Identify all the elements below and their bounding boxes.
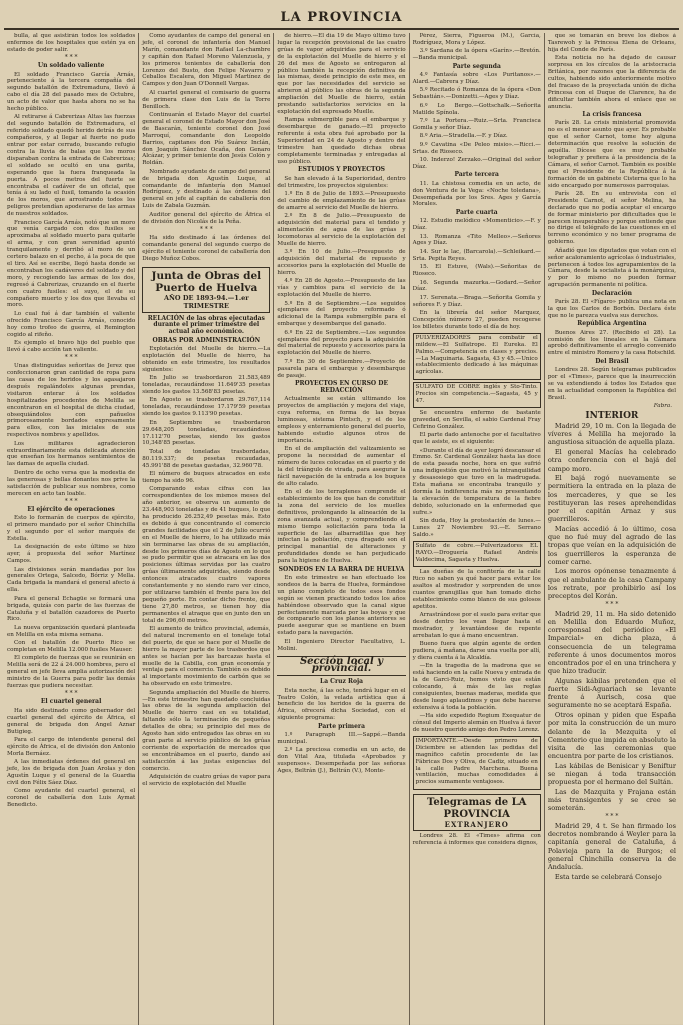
article-paragraph: Es ejemplo el bravo hijo del pueblo que llevó á cabo acción tan valiente. [7, 339, 136, 353]
article-paragraph: 7.º La Portera.—Ruiz.—Srta. Francisca Gomila y señor Díaz. [412, 117, 541, 131]
column-4 [410, 33, 545, 1025]
article-paragraph: París 28. El «Fígaro» publica una nota en la que los Carlos de Borbón. Declara éste que no le parezca vuelva sus derechos. [547, 299, 677, 319]
advertisement-box [413, 333, 541, 380]
article-paragraph: En Septiembre se trasbordaron 29.648,205 toneladas, recaudándose 17.112'70 pesetas, siendo los gastos 10,348'85 pesetas. [142, 419, 271, 447]
article-paragraph: Esta noticia no ha dejado de causar sorpresa en los círculos de la aristocracia Británica, por razones que la diferencia de cultos, habiendo sido anteriormente motivo del fracaso de la proyectada unión de dicha Princesa con el Duque de Clarence, ha de dificultar también ahora el enlace que se anuncia. [547, 55, 677, 110]
telegram-paragraph: Las de Mazquita y Frajana están más transigentes y se cree se someterán. [547, 787, 677, 813]
article-paragraph: En Julio se trasbordaron 21.583,489 toneladas, recaudándose 11.649'35 pesetas siendo los gastos 13.568'83 pesetas. [142, 375, 271, 396]
advertisement-box [413, 736, 541, 790]
article-paragraph: En Agosto se trasbordaron 29.767,114 toneladas, recaudándose 17.179'59 pesetas siendo los gastos 9.113'90 pesetas. [142, 397, 271, 418]
article-paragraph: Auditor general del ejército de África el de división don Nicolás de la Peña. [142, 211, 271, 225]
article-paragraph: París 28. En su entrevista con el Presidente Carnot, el señor Melina, ha declarado que no podía aceptar el encargo de formar ministerio por dificultades que le parecen insuperables y porque entiende que no dirige el telégrafo de las cuestiones en el terreno económico y no tener programa de gobierno. [547, 190, 677, 246]
article-paragraph: Como ayudantes de campo del general en jefe, el coronel de infantería don Manuel Marín, comandante don Rafael La-chambre y capitán don Rafael Moreno Valenzuela, y los primeros tenientes de caballería don Lorenzo del Busto, don Felipe Navarro y Ceballos Escalera, don Miguel Martínez de Campos y don Juan O'Donnell Vargas. [142, 33, 271, 88]
article-paragraph: 3.º Sardana de la ópera «Garín».—Bretón.—Banda municipal. [412, 48, 541, 62]
telegram-paragraph: El general Macías ha celebrado otra conferencia con el bajá del campo moro. [547, 448, 677, 473]
advertisement-box [413, 382, 541, 408]
section-heading: OBRAS POR ADMINISTRACIÓN [152, 336, 261, 344]
article-paragraph: Francisco García Arnás, notó que un moro que venía cargado con dos fusiles se aproximaba al soldado muerto para quitarle el arma, y con gran serenidad apuntó tranquilamente y derribó al moro de un certero balazo en el pecho, á la poca de que el tiro. Así se escribe, llegó hasta donde se encontraban los cadáveres del soldado y del moro, y recogiendo las armas de los dos, regresó á Cabrerizas, cruzando en el fuerte con cuatro fusiles: el suyo, el de su compañero muerto y los dos que llevaba el moro. [7, 219, 136, 309]
article-paragraph: Sin duda, Hoy la protestación de lunes.—Lunes 27 Noviembre 93.—E. Serrano Saldo.» [412, 518, 541, 538]
telegramas-banner [413, 794, 541, 831]
section-separator: * * * [64, 497, 78, 505]
advertisement-text: SULFATO DE COBRE inglés y Sto-Tinto. Precios sin competencia.—Sagasta, 45 y 47. [415, 383, 538, 404]
article-paragraph: «Durante el día de ayer logró descansar el Emmo. Sr. Cardenal González hasta las doce de esta pasada noche, hora en que sufrió una indigestión que motivó la intranquilidad y desasosiego que tuvo en la madrugada. Esta mañana se encontraba tranquilo y dormía la indiferencia más no presentando la elevación de temperatura de la fiebre debido, solucionado en la enfermedad que sufre.» [412, 447, 541, 516]
section-heading: El cuartel general [40, 698, 102, 706]
article-paragraph: Unas distinguidas señoritas de Jerez que confeccionaron gran cantidad de ropa para las casas de los heridos y los agasajaron después regalándoles algunas prendas, visitaron enterar á los soldados hospitalizados procedentes de Melilla se encontraron en el hospital de dicha ciudad, obsequiándolos con pañuelos primorosamente bordados expresamente para ellos, con las iniciales de sus respectivos nombres y apellidos. [7, 363, 136, 439]
article-paragraph: Se encuentra enfermo de bastante gravedad, en Sevilla, el sabio Cardenal Fray Cefirino González. [412, 410, 541, 430]
article-paragraph: Rampa submergible para el embarque y desembarque de ganado.—El proyecto referente á esta obra fué aprobado por la Superioridad en 24 de Agosto y dentro del trimestre han quedado dichas obras completamente terminadas y entregadas al uso público. [277, 117, 406, 165]
masthead [4, 4, 679, 30]
article-paragraph: Comparando estas cifras con las correspondientes de los mismos meses del año anterior, se observa un aumento de 23.448,903 toneladas y de 41 buques, lo que ha producido 26.252,49 pesetas más. Esto es debido á que concentrando el comercio grandes facilidades que el 2 de Julio ocurrió en el Muelle de hierro, lo ha utilizado más sin terminarse las obras de su ampliación, desde los primeros días de Agosto en lo que se pudo permitir que se atracara en las dos posiciones últimas servidas por las cuatro grúas últimamente adquiridas, siendo desde entonces atracados cuatro vapores constantemente y no siendo raro ver cinco, por utilizarse también el frente para los del pequeño porte. En contar dicho frente, que tiene 27,80 metros, se tienen hoy día permanentes el atraque que en junto den un total de 296,60 metros. [142, 486, 271, 624]
article-paragraph: 5.º En 8 de Septiembre.—Los seguidos ejemplares del proyecto reformado ó adicional de la Rampa submergible para el embarque y desembarque del ganado. [277, 300, 406, 328]
section-heading: PROYECTOS EN CURSO DE REDACCIÓN [294, 380, 389, 394]
telegram-paragraph: Las kábilas de Benisicar y Beniftur se niegan á toda transacción propuesta por el hermano del Sultán. [547, 761, 677, 787]
article-paragraph: Dentro de ocho versa que la modestia de las generosas y bellas donantes nos prive la satisfacción de publicar sus nombres, como merecen en acto tan loable. [7, 469, 136, 497]
telegram-paragraph: Macías accedió á lo último, cosa que no fué muy del agrado de las tropas que veían en la adquisición de los guerrilleros la esperanza de comer carne. [547, 524, 677, 566]
article-paragraph: 5.º Recitado ó Romanza de la ópera «Don Sebastián».—Donizetti.—Ages y Díaz. [412, 87, 541, 101]
article-paragraph: —En la tragedia de la madrona que se está haciendo en la calle Nueva y entrada de la de Garci-Ruiz, hemos visto que están colocando, á más de las reglas consiguientes, buenas maderas, medida que desde luego aplaudimos y que debe hacerse extensiva á toda la población. [412, 663, 541, 711]
article-paragraph: Esta noche, á las ocho, tendrá lugar en el Teatro Colón, la velada artística que á beneficio de los heridos de la guerra de África, ofrecerá dicha Sociedad, con el siguiente programa: [277, 687, 406, 722]
section-heading: La Cruz Roja [319, 678, 364, 686]
article-paragraph: Londres 28. El «Times» afirma con referencia á informes que considera dignos, [412, 832, 541, 846]
telegram-paragraph: Madrid 29, 4 t. Se han firmado los decretos nombrando á Weyler para la capitanía general de Cataluña, á Polavieja para la de Burgos; el general Chinchilla conserva la de Andalucía. [547, 821, 677, 871]
article-paragraph: Bueno fuera que algún agente de orden pudiera, á mañana, darse una vuelta por allí, y diera cuenta á la Alcaldía. [412, 641, 541, 661]
article-paragraph: Buenos Aires 27. (Recibido el 28). La comisión de los lineales en la Cámara aprobó definitivamente el arreglo convenido entre el ministro Romero y la casa Rotschild. [547, 329, 677, 357]
article-paragraph: En el de ampliación del valizamiento se propone la necesidad de aumentar el número de luces colocadas en el puerto y de la del tríángulo de virada, para asegurar la fácil navegación de la entrada a los buques de alto calado. [277, 446, 406, 487]
article-paragraph: 4.º Fantasía sobre «Los Puritanos».—Alard.—Cabrera y Díaz. [412, 72, 541, 85]
section-separator: * * * [605, 813, 619, 821]
telegram-paragraph: Los moros opónense tenazmente á que el ambulante de la casa Campany los retrate, por prohibirlo así los preceptos del Korán. [547, 567, 677, 601]
article-paragraph: 9.º Cavatina «De Peleo misio».—Ricci.—Srtas. de Rioseco. [412, 141, 541, 155]
telegramas-subtitle: EXTRANJERO [444, 819, 509, 829]
article-paragraph: El Ingeniero Director Facultativo, L. Molini. [277, 638, 406, 652]
advertisement-text: IMPORTANTE.—Desde primero de Diciembre se atienden las pedidas del magnífico cafetín procedente de las Fábricas Dos y Oliva, de Cadiz, situado en la calle Padre Marchena. Buena ventilación, muchas comodidades á precios sumamente ventajosos. [415, 737, 538, 786]
article-paragraph: 17. Serenata.—Braga.—Señorita Gomila y señores F. y Díaz. [412, 294, 541, 308]
article-paragraph: El soldado Francisco García Arnás, perteneciente á la tercera compañía del segundo batallón de Extremadura, llevó á cabo el día 28 del pasado mes de Octubre, un acto de valor que hasta ahora no se ha hecho público. [7, 71, 136, 113]
section-separator: * * * [64, 354, 78, 362]
article-paragraph: Esto lo formarán de cuerpos de ejército, el primero mandado por el señor Chinchilla y el segundo por el señor marqués de Estella. [7, 515, 136, 542]
article-paragraph: Los militares agradecieron extraordinariamente esta delicada atención que enseñan los hermanos sentimientos de las damas de aquella ciudad. [7, 440, 136, 468]
article-paragraph: 1.º En 8 de Julio de 1893.—Presupuesto del cambio de emplazamiento de las grúas de amarre al servicio del Muelle de hierro. [277, 190, 406, 211]
column-5 [545, 33, 679, 1025]
seccion-local-banner: Sección local y provincial. [277, 656, 405, 676]
article-paragraph: Con el batallón de Puerto Rico se completan en Melilla 12.000 fusiles Mauser. [7, 640, 136, 654]
article-paragraph: 16. Segunda mazurka.—Godard.—Señor Díaz. [412, 279, 541, 293]
article-paragraph: La nueva organización quedará planteada en Melilla en esta misma semana. [7, 624, 136, 638]
article-paragraph: Pérez, Sierra, Figueroa (M.), García, Rodríguez, Mora y López. [412, 33, 541, 46]
article-paragraph: Segunda ampliación del Muelle de hierro.—En este trimestre han quedado concluidas las obras de la segunda ampliación del Muelle de hierro casi en su totalidad, faltando sólo la terminación de pequeños detalles de obra; su principio del mes de Agosto han sido entregados las obras en su gran parte al servicio público de los grúas corriente de exportación de mercados que se encontrábamos en el puerto, dando así satisfacción á las justas exigencias del comercio. [142, 689, 271, 772]
article-paragraph: Para el cargo de intendente general del ejército de África, el de división don Antonio Morla Bernáez. [7, 736, 136, 757]
article-paragraph: 2.º La preciosa comedia en un acto, de don Vital Aza, titulada «Aprobados y suspensos». Desempeñada por las señoras Ages, Beltrán (J.), Beltrán (V.), Monte- [277, 747, 406, 775]
article-paragraph: 12. Estudio melódico «Momenticio».—F. y Díaz. [412, 218, 541, 232]
telegram-paragraph: Otros opinan y piden que España por mita la construcción de un muro delante de la Mezquita y el Cementerio que impida en absoluto la visita de las ceremonias que encuentra por parte de los cristianos. [547, 711, 677, 761]
telegram-paragraph: El bajá rogó nuevamente se permitiera la entrada en la plaza de los mercaderes, y que se les restituyeran las reses aprehendidas por el capitán Arnaz y sus guerrilleros. [547, 474, 677, 524]
junta-obras-banner [142, 267, 270, 313]
column-2 [139, 33, 274, 1025]
article-paragraph: de hierro.—El día 19 de Mayo último tuvo lugar la recepción provisional de las cuatro grúas de vapor adquiridas para el servicio de la explotación del Muelle de hierro y el 26 del mes de Agosto se entregaron al público también la recepción definitiva de las mismas, desde principio de este mes, en que por las necesidades del servicio se abrieron al público las obras de la segunda ampliación del Muelle de hierro, están prestando satisfactorios servicios en la explotación del expresado Muelle. [277, 33, 406, 115]
article-paragraph: Continuarán el Estado Mayor del cuartel general el coronel de Estado Mayor don José de Bascarán, teniente coronel don José Marroquí, comandante don Leopoldo Barrios, capitanes don Pío Suárez Inclán, don Joaquín Sánchez Ocaña, don Genaro Alcázar, y primer teniente don Jesús Colón y Roldán. [142, 111, 271, 167]
article-paragraph: La designación de este último se hizo ayer, á propuesta del señor Martínez Campos. [7, 544, 136, 565]
section-heading: El ejército de operaciones [27, 505, 115, 513]
article-paragraph: Nombrado ayudante de campo del general de brigada don Agustín Luque, al comandante de infantería don Manuel Rodríguez, y destinado á las órdenes del general en jefe al capitán de caballería don Luis de Zabala Guzmán. [142, 168, 271, 210]
column-1 [4, 33, 139, 1025]
advertisement-text: PULVERIZADORES para combatir el mildew.—El Sulfatrope. El Eureka. El Palmo.—Competencia en clases y precios.—La Maquinaria. Sagasta, 43 y 45.—Unico establecimiento dedicado á las máquinas agrícolas. [415, 334, 538, 376]
article-paragraph: El completo de fuerzas que se reunirán en Melilla será de 22 á 24.000 hombres, pero el general en jefe lleva amplia autorización del ministro de la Guerra para pedir las demás fuerzas que pudiera necesitar. [7, 655, 136, 690]
article-paragraph: En este trimestre se han efectuado los sondeos de la barra de Huelva, formándose un plano completo de todos esos fondos según se vienen practicando todos los años habiéndose observado que la canal sigue perfectamente marcada por las boyas y que de compararlo con los planos anteriores se puede asegurar que se mantiene en buen estado para la navegación. [277, 574, 406, 637]
section-heading: Parte segunda [452, 62, 501, 70]
article-paragraph: Se han elevado á la Superioridad, dentro del trimestre, los proyectos siguientes: [277, 175, 406, 189]
article-paragraph: En el de los terraplenes comprende el establecimiento de los que han de constituir la zona del servicio de los muelles definitivos, prolongando la alineación de la zona avanzada actual, y comprendiendo el mismo tiempo solicitación para toda la superficie de las albarradillas que hoy infectan la población, cuya dragado son el principal manantial de alteraciones y profundidades donde se han perjudicado para la higiene de Huelva. [277, 489, 406, 565]
section-heading: La crisis francesa [582, 110, 642, 118]
section-heading: Un soldado valiente [37, 62, 105, 70]
article-paragraph: Explotación del Muelle de hierro.—La explotación del Muelle de hierro, ha obtenido en este trimestre, los resultados siguientes: [142, 346, 271, 373]
article-paragraph: Las dueñas de la confitería de la calle Rico no saben ya qué hacer para evitar los asaltos al mostrador y sorprenden de unos cuantos granujillas que han tomado dicho establecimiento como blanco de sus golosos apetitos. [412, 569, 541, 610]
advertisement-text: Sulfato de cobre.—Pulverizadores EL RAYO.—Droguería Rafael Andrés Valdecima, Sagasta y Huelva. [415, 542, 538, 563]
telegram-paragraph: Algunas kábilas pretenden que el fuerte Sidi-Aguariach se levante frente á Aurisch, cosa que seguramente no se aceptará España. [547, 676, 677, 710]
article-paragraph: Como ayudante del cuartel general, el coronel de caballería don Luis Aymat Benedicto. [7, 788, 136, 809]
section-heading: RELACIÓN de las obras ejecutadas durante el primer trimestre del actual año económico. [147, 314, 265, 336]
article-paragraph: 6.º En 22 de Septiembre.—Los segundos ejemplares del proyecto para la adquisición del material de repuesto y accesorios para la explotación del Muelle de hierro. [277, 329, 406, 357]
article-paragraph: Total de toneladas trasbordadas, 80.119.337; de pesetas recaudadas, 45.991'88 de pesetas gastadas, 32.960'78. [142, 448, 271, 469]
telegram-paragraph: Madrid 29, 10 m. Con la llegada de víveres á Melilla ha mejorado la angustiosa situación de aquella plaza. [547, 422, 677, 447]
article-paragraph: Londres 28. Según telegramas publicados por el «Times», parece que la insurrección se va extendiendo á todos los Estados que en la actualidad componen la República del Brasil. [547, 367, 677, 401]
article-paragraph: 2.º En 8 de Julio.—Presupuesto de adquisición del material para el tendido y alimentación de agua de las grúas y locomotoras al servicio de la explotación del Muelle de hierro. [277, 213, 406, 247]
article-paragraph: que se tomarán en breve los diebos á Tasrewoh y la Princesa Elena de Orleans, hija del Conde de París. [547, 33, 677, 53]
telegramas-title: Telegramas de LA PROVINCIA [427, 796, 527, 820]
section-heading: Parte cuarta [455, 208, 498, 216]
columns [4, 33, 679, 1025]
article-paragraph: Al cuartel general el comisario de guerra de primera clase don Luis de la Torre Benilloch. [142, 89, 271, 110]
article-paragraph: A las inmediatas órdenes del general en jefe, los de brigada don Juan Arolas y don Agustín Luque y el general de la Guardia civil don Félix Sáez Díaz. [7, 759, 136, 786]
article-paragraph: 10. Inderzo! Zerzako.—Original del señor Díaz. [412, 157, 541, 170]
section-heading: Del Brasil [595, 357, 629, 365]
article-paragraph: 8.º Aria.—Stradella.—F. y Díaz. [419, 133, 508, 140]
article-paragraph: 1.º Paragraph III.—Sappé.—Banda municipal. [277, 732, 406, 745]
article-paragraph: bulla, al que asistirán todos los soldados enfermos de los hospitales que estén ya en estado de poder salir. [7, 33, 136, 53]
signature: Fabra. [653, 403, 673, 410]
article-paragraph: 15. El Estuve, (Wals).—Señoritas de Rioseco. [412, 264, 541, 278]
article-paragraph: Actualmente se están ultimando los proyectos de ampliación y mejora del viaje, cuya reforma, en forma de las boyas luminosas, sistema Pintsch, y el de los empleos y enterramiento general del puerto, habiendo estudio algunos otros de importancia. [277, 396, 406, 444]
article-paragraph: 6.º Lo Bergo.—Gottschalk.—Señorita Matilde Spínola. [412, 102, 541, 116]
article-paragraph: El parte dado antenoche por el facultativo que le asiste, es el siguiente: [412, 432, 541, 446]
banner-title: Junta de Obras del Puerto de Huelva [151, 269, 262, 294]
article-paragraph: 7.º En 30 de Septiembre.—Proyecto de pasarela para el embarque y desembarque de pasaje. [277, 358, 406, 379]
column-3 [274, 33, 409, 1025]
article-paragraph: Arrastrándose por el suelo para evitar que desde dentro los vean llegar hasta el mostrador, y levantándose de repente arrebatan lo que á mano encuentran. [412, 611, 541, 639]
article-paragraph: 14. Sur le lac, (Barcarola).—Schleikard.—Srta. Pepita Reyes. [412, 248, 541, 262]
article-paragraph: 4.º En 28 de Agosto.—Presupuesto de las vías y cambios para el servicio de la explotación del Muelle de hierro. [277, 278, 406, 299]
article-paragraph: Las divisiones serán mandadas por los generales Ortega, Salcedo, Bórriz y Mella. Cada brigada la mandará el general afecto á ella. [7, 566, 136, 594]
masthead-title: LA PROVINCIA [280, 10, 403, 25]
article-paragraph: Al retirarse á Cabrerizas Altas las fuerzas del segundo batallón de Extremadura, el referido soldado quedó herido detrás de sus compañeros, y al llegar al fuerte no pudo entrar por estar cerrado, buscando refugio contra la lluvia de balas que los moros disparaban contra la entrada de Cabrerizas; el soldado se ocultó en una garita, esperando que la fuera franqueada la puerta. A pocos metros del fuerte se encontraba el cadáver de un oficial, que tenía á su lado el fusil, tomando la ocasión de los moros, que arrostrando todos los peligros pretendían apoderarse de las armas de nuestros soldados. [7, 114, 136, 218]
telegram-paragraph: Esta tarde se celebrará Consejo [554, 872, 662, 881]
section-heading: República Argentina [577, 320, 647, 328]
section-heading: Parte primera [318, 722, 365, 730]
article-paragraph: —Ha sido expedido Regium Exequatur de cónsul del Imperio alemán en Huelva á favor de nuestro querido amigo don Pedro Lorenz. [412, 713, 541, 733]
article-paragraph: Ha sido destinado á las órdenes del comandante general del segundo cuerpo de ejército el teniente coronel de caballería don Diego Muñoz Cobos. [142, 234, 271, 262]
article-paragraph: Lo cual fué á dar también el valiente ofrecido Francisco García Arnás, conocido hoy como trofeo de guerra, el Remington cogido al rifeño. [7, 310, 136, 338]
section-heading: Parte tercera [454, 171, 499, 179]
article-paragraph: Añadió que los diputados que votan con el señor acaloramiento agrícolas ó industriales, pertenecen á todos los agrupamientos de la Cámara, desde la socialista á la monárquica, y por lo mismo no pueden formar agrupación permanente ni política. [547, 247, 677, 289]
section-header-interior: INTERIOR [585, 411, 639, 422]
section-heading: ESTUDIOS Y PROYECTOS [298, 166, 386, 174]
article-paragraph: En la librería del señor Marquez, Concepción número 27, pueden recogerse los billetes durante todo el día de hoy. [412, 310, 541, 330]
article-paragraph: París 28. La crisis ministerial promovida no es el menor asunto que ayer. Es probable que el señor Carnot, tome hoy alguna determinación que resolve la solución de aquélla. Dícese que es muy probable telegrafiar y prefiera á la presidencia de la Cámara, el señor Carnot. También es posible que el Presidente de la República á la formación de un gabinete Cisterna que lo ha sido encargado por numerosos parroquias. [547, 120, 677, 189]
section-heading: SONDEOS EN LA BARRA DE HUELVA [278, 565, 405, 573]
article-paragraph: Adquisición de cuatro grúas de vapor para el servicio de explotación del Muelle [142, 774, 271, 787]
article-paragraph: Para el general Echagüe se formará una brigada, quizás con parte de las fuerzas de Cataluña y el batallón cazadores de Puerto Rico. [7, 595, 136, 623]
section-separator: * * * [199, 225, 213, 233]
section-heading: Declaración [591, 289, 632, 297]
article-paragraph: 3.º En 10 de Julio.—Presupuesto de adquisición del material de repuesto y accesorios para la explotación del Muelle de hierro. [277, 249, 406, 276]
telegram-paragraph: Madrid 29, 11 m. Ha sido detenido en Melilla don Eduardo Muñoz, corresponsal del periódico «El Imparcial» en dicha plaza, á consecuencia de un telegrama referente á unos documentos moros encontrados por el en una trinchera y que hizo traducir. [547, 609, 677, 676]
article-paragraph: El aumento de tráfico provincial, además, del natural incremento en el tonelaje total del puerto, de que se hace por el Muelle de hierro la mayor parte de los trasbordos que antes se hacían por las barcazas hasta el muelle de la Cabilla, con gran economía y ventaja para el comercio. También es debido al importante movimiento de carbón que se ha observado en este trimestre. [142, 625, 271, 688]
article-paragraph: 11. La chistosa comedia en un acto, de don Ventura de la Vega: «Noche toledana», Desempeñada por los Sres. Ages y García Morales. [412, 180, 541, 208]
article-paragraph: 13. Romanza «Tito Melleo».—Señores Ages y Díaz. [412, 233, 541, 247]
advertisement-box [413, 541, 541, 567]
banner-subtitle: AÑO DE 1893-94.—1.er TRIMESTRE [163, 293, 249, 310]
article-paragraph: Ha sido destinado como gobernador del cuartel general del ejército de África, el general de brigada don Angel Aznar Butigieg. [7, 707, 136, 735]
section-separator: * * * [64, 690, 78, 698]
section-separator: * * * [605, 600, 619, 608]
section-separator: * * * [64, 54, 78, 62]
article-paragraph: El número de buques atracados en este tiempo ha sido 96. [142, 471, 271, 484]
